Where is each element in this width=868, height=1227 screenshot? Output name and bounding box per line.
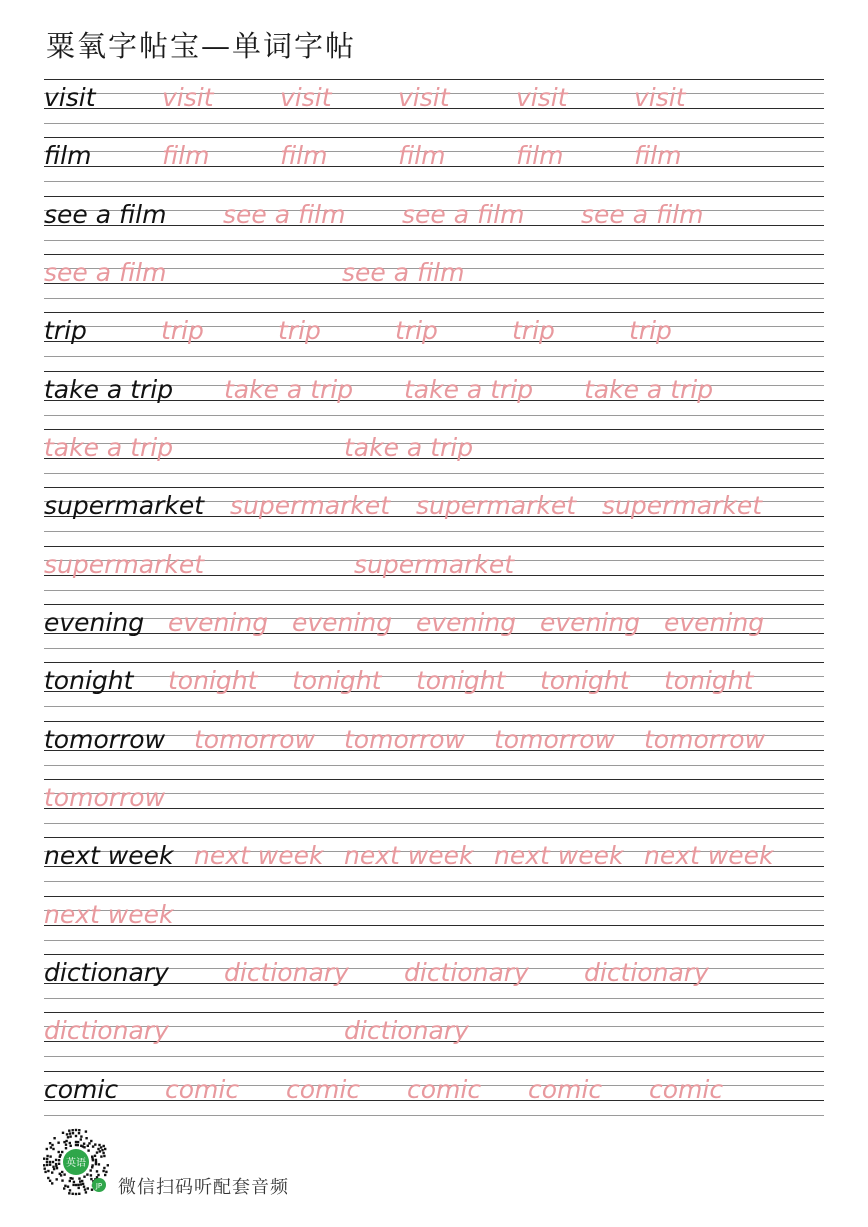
model-word: film xyxy=(44,141,92,170)
trace-word: comic xyxy=(649,1075,724,1104)
trace-word: visit xyxy=(516,83,568,112)
trace-word: evening xyxy=(168,608,269,637)
guide-line-top xyxy=(44,954,824,955)
guide-line-top xyxy=(44,254,824,255)
practice-row xyxy=(44,721,824,765)
guide-line-top xyxy=(44,1071,824,1072)
trace-word: next week xyxy=(494,841,624,870)
model-word: evening xyxy=(44,608,145,637)
trace-word: next week xyxy=(644,841,774,870)
trace-word: dictionary xyxy=(224,958,349,987)
trace-word: supermarket xyxy=(44,550,205,579)
trace-word: film xyxy=(398,141,446,170)
trace-word: evening xyxy=(664,608,765,637)
guide-line-top xyxy=(44,662,824,663)
trace-word: take a trip xyxy=(224,375,354,404)
guide-line-desc xyxy=(44,473,824,474)
trace-word: visit xyxy=(280,83,332,112)
model-word: comic xyxy=(44,1075,119,1104)
model-word: supermarket xyxy=(44,491,205,520)
trace-word: trip xyxy=(629,316,672,345)
qr-badge-text: 英语 xyxy=(66,1158,86,1169)
practice-row xyxy=(44,896,824,940)
guide-line-desc xyxy=(44,765,824,766)
guide-line-top xyxy=(44,137,824,138)
guide-line-top xyxy=(44,487,824,488)
guide-line-top xyxy=(44,1012,824,1013)
guide-line-top xyxy=(44,604,824,605)
trace-word: visit xyxy=(398,83,450,112)
trace-word: see a film xyxy=(223,200,346,229)
trace-word: tonight xyxy=(292,666,382,695)
trace-word: see a film xyxy=(581,200,704,229)
practice-row xyxy=(44,1012,824,1056)
trace-word: supermarket xyxy=(354,550,515,579)
trace-word: trip xyxy=(512,316,555,345)
guide-line-top xyxy=(44,196,824,197)
guide-line-desc xyxy=(44,881,824,882)
practice-row xyxy=(44,137,824,181)
trace-word: tomorrow xyxy=(194,725,316,754)
practice-row xyxy=(44,371,824,415)
guide-line-top xyxy=(44,721,824,722)
guide-line-desc xyxy=(44,356,824,357)
trace-word: comic xyxy=(165,1075,240,1104)
qr-code-icon[interactable] xyxy=(40,1126,112,1198)
trace-word: next week xyxy=(44,900,174,929)
trace-word: comic xyxy=(286,1075,361,1104)
trace-word: take a trip xyxy=(344,433,474,462)
guide-line-top xyxy=(44,779,824,780)
guide-line-desc xyxy=(44,648,824,649)
guide-line-top xyxy=(44,429,824,430)
trace-word: film xyxy=(280,141,328,170)
guide-line-desc xyxy=(44,998,824,999)
guide-line-desc xyxy=(44,706,824,707)
practice-row xyxy=(44,954,824,998)
guide-line-desc xyxy=(44,298,824,299)
guide-line-desc xyxy=(44,123,824,124)
trace-word: dictionary xyxy=(584,958,709,987)
trace-word: tomorrow xyxy=(644,725,766,754)
trace-word: next week xyxy=(194,841,324,870)
trace-word: see a film xyxy=(402,200,525,229)
guide-line-top xyxy=(44,79,824,80)
trace-word: supermarket xyxy=(602,491,763,520)
trace-word: next week xyxy=(344,841,474,870)
model-word: take a trip xyxy=(44,375,174,404)
trace-word: supermarket xyxy=(416,491,577,520)
model-word: tonight xyxy=(44,666,134,695)
guide-line-top xyxy=(44,371,824,372)
guide-line-top xyxy=(44,837,824,838)
practice-row xyxy=(44,662,824,706)
guide-line-top xyxy=(44,546,824,547)
trace-word: evening xyxy=(292,608,393,637)
model-word: trip xyxy=(44,316,87,345)
trace-word: dictionary xyxy=(344,1016,469,1045)
trace-word: comic xyxy=(407,1075,482,1104)
trace-word: tomorrow xyxy=(494,725,616,754)
guide-line-desc xyxy=(44,531,824,532)
trace-word: dictionary xyxy=(44,1016,169,1045)
practice-row xyxy=(44,79,824,123)
trace-word: tonight xyxy=(540,666,630,695)
model-word: see a film xyxy=(44,200,167,229)
practice-row xyxy=(44,196,824,240)
trace-word: film xyxy=(634,141,682,170)
practice-row xyxy=(44,254,824,298)
footer-caption: 微信扫码听配套音频 xyxy=(118,1177,289,1198)
model-word: dictionary xyxy=(44,958,169,987)
trace-word: tonight xyxy=(168,666,258,695)
trace-word: tonight xyxy=(664,666,754,695)
trace-word: take a trip xyxy=(44,433,174,462)
model-word: tomorrow xyxy=(44,725,166,754)
trace-word: film xyxy=(162,141,210,170)
trace-word: tonight xyxy=(416,666,506,695)
qr-corner-text: JP xyxy=(95,1182,103,1190)
trace-word: see a film xyxy=(44,258,167,287)
trace-word: film xyxy=(516,141,564,170)
trace-word: trip xyxy=(395,316,438,345)
trace-word: trip xyxy=(161,316,204,345)
trace-word: supermarket xyxy=(230,491,391,520)
guide-line-desc xyxy=(44,415,824,416)
guide-line-desc xyxy=(44,240,824,241)
trace-word: see a film xyxy=(342,258,465,287)
trace-word: comic xyxy=(528,1075,603,1104)
guide-line-top xyxy=(44,896,824,897)
guide-line-desc xyxy=(44,1056,824,1057)
practice-row xyxy=(44,1071,824,1115)
footer xyxy=(40,1126,340,1198)
practice-row xyxy=(44,429,824,473)
trace-word: visit xyxy=(634,83,686,112)
guide-line-top xyxy=(44,312,824,313)
trace-word: dictionary xyxy=(404,958,529,987)
trace-word: evening xyxy=(540,608,641,637)
guide-line-desc xyxy=(44,940,824,941)
practice-row xyxy=(44,312,824,356)
trace-word: visit xyxy=(162,83,214,112)
trace-word: take a trip xyxy=(584,375,714,404)
guide-line-desc xyxy=(44,590,824,591)
guide-line-desc xyxy=(44,1115,824,1116)
practice-row xyxy=(44,604,824,648)
page-title: 粟氧字帖宝—单词字帖 xyxy=(46,29,357,63)
trace-word: tomorrow xyxy=(344,725,466,754)
practice-row xyxy=(44,837,824,881)
guide-line-desc xyxy=(44,181,824,182)
trace-word: evening xyxy=(416,608,517,637)
model-word: next week xyxy=(44,841,174,870)
trace-word: tomorrow xyxy=(44,783,166,812)
trace-word: take a trip xyxy=(404,375,534,404)
practice-row xyxy=(44,487,824,531)
practice-row xyxy=(44,546,824,590)
trace-word: trip xyxy=(278,316,321,345)
guide-line-desc xyxy=(44,823,824,824)
model-word: visit xyxy=(44,83,96,112)
practice-row xyxy=(44,779,824,823)
